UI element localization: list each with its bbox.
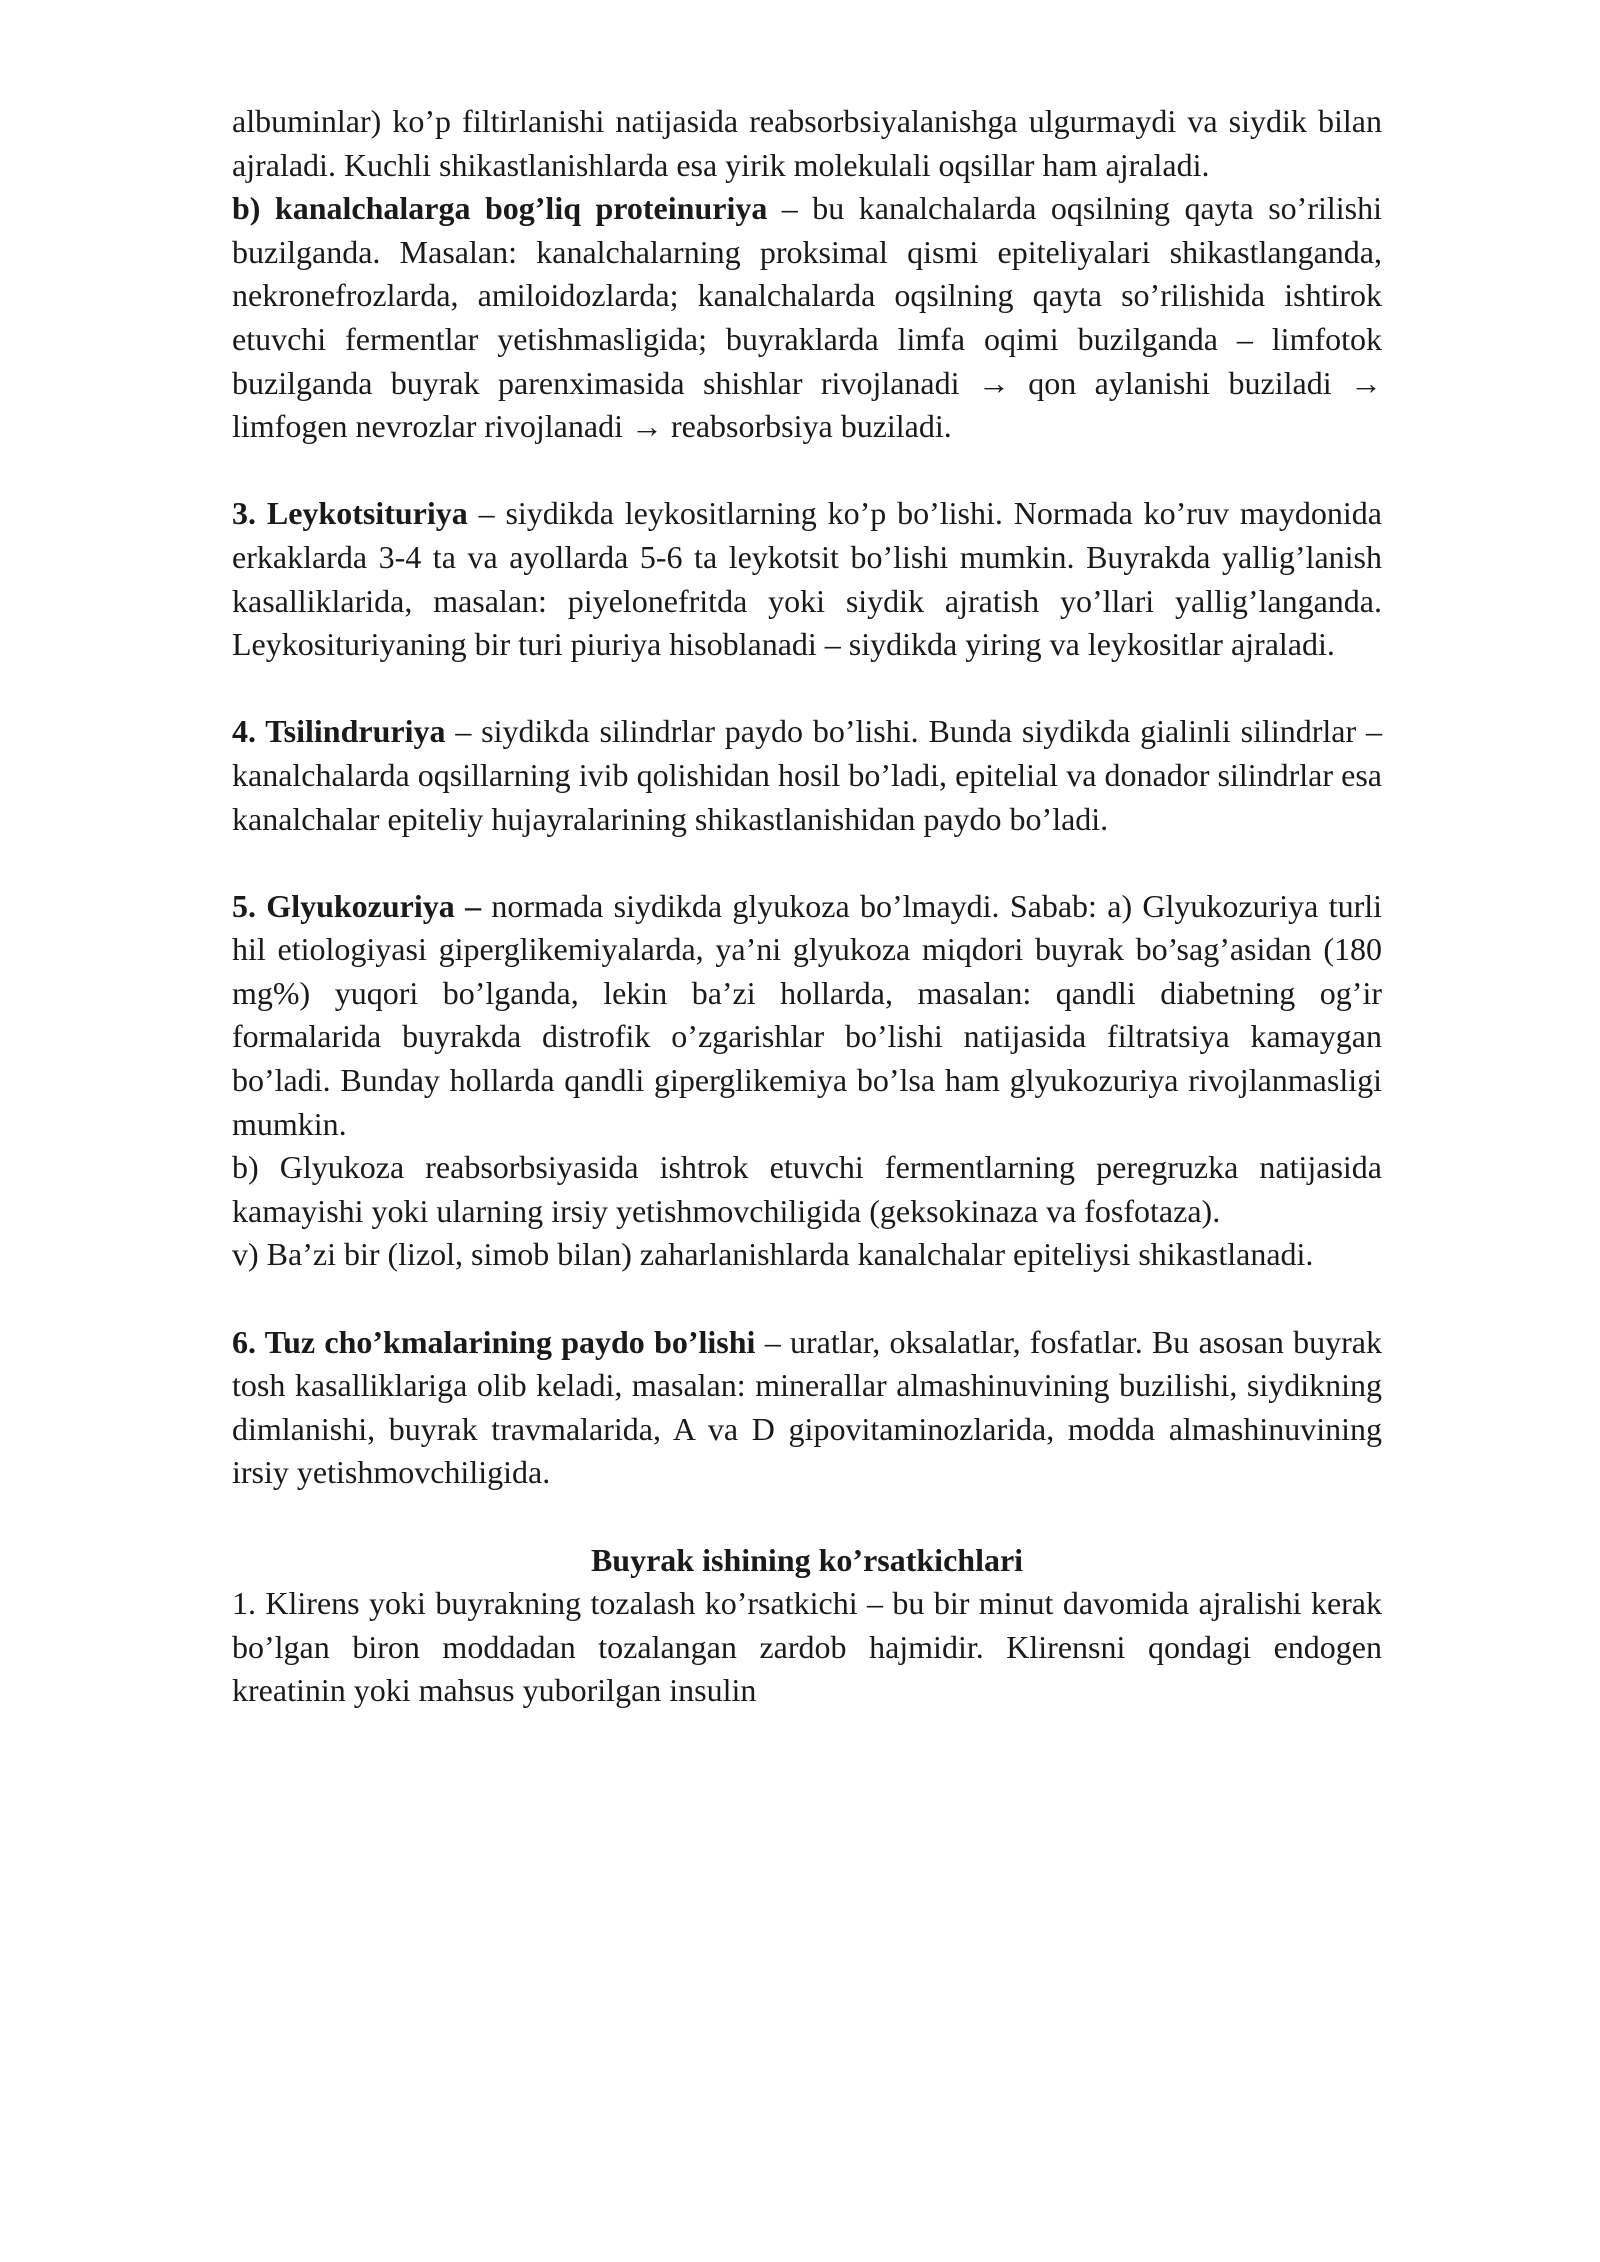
paragraph-glyukozuriya-v bbox=[232, 1233, 1382, 1277]
section-heading: Buyrak ishining ko’rsatkichlari bbox=[590, 1541, 1024, 1578]
paragraph-albuminlar bbox=[232, 100, 1382, 187]
paragraph-tsilindruriya bbox=[232, 710, 1382, 841]
paragraph-text: – bu kanalchalarda oqsilning qayta so’rilishi buzilganda. Masalan: kanalchalarning proksimal qismi epiteliyalari shikastlanganda, nekronefrozlarda, amiloidozlarda; kanalchalarda oqsilning qayta so’rilishida ishtirok etuvchi fermentlar yetishmasligida; buyraklarda limfa oqimi buzilganda – limfotok buzilganda buyrak parenximasida shishlar rivojlanadi → qon aylanishi buziladi → limfogen nevrozlar rivojlanadi → reabsorbsiya buziladi. bbox=[232, 190, 1382, 445]
paragraph-tuz-chokmalari bbox=[232, 1321, 1382, 1495]
paragraph-text: – siydikda leykositlarning ko’p bo’lishi. Normada ko’ruv maydonida erkaklarda 3-4 ta va ayollarda 5-6 ta leykotsit bo’lishi mumkin. Buyrakda yallig’lanish kasalliklarida, masalan: piyelonefritda yoki siydik ajratish yo’llari yallig’langanda. Leykosituriyaning bir turi piuriya hisoblanadi – siydikda yiring va leykositlar ajraladi. bbox=[232, 495, 1383, 663]
paragraph-leykotsituriya bbox=[232, 492, 1382, 666]
paragraph-klirens bbox=[232, 1582, 1382, 1713]
paragraph-text: – siydikda silindrlar paydo bo’lishi. Bunda siydikda gialinli silindrlar – kanalchalarda oqsillarning ivib qolishidan hosil bo’ladi, epitelial va donador silindrlar esa kanalchalar epiteliy hujayralarining shikastlanishidan paydo bo’ladi. bbox=[232, 713, 1383, 837]
paragraph-text: – uratlar, oksalatlar, fosfatlar. Bu asosan buyrak tosh kasalliklariga olib keladi, masalan: minerallar almashinuvining buzilishi, siydikning dimlanishi, buyrak travmalarida, A va D gipovitaminozlarida, modda almashinuvining irsiy yetishmovchiligida. bbox=[232, 1323, 1383, 1491]
term-tuz-chokmalari: 6. Tuz cho’kmalarining paydo bo’lishi bbox=[232, 1323, 756, 1360]
term-glyukozuriya: 5. Glyukozuriya – bbox=[232, 887, 482, 924]
paragraph-glyukozuriya bbox=[232, 885, 1382, 1147]
term-leykotsituriya: 3. Leykotsituriya bbox=[232, 495, 468, 532]
paragraph-text: v) Ba’zi bir (lizol, simob bilan) zaharlanishlarda kanalchalar epiteliysi shikastlanadi. bbox=[232, 1236, 1314, 1273]
paragraph-kanalchalarga-proteinuriya bbox=[232, 187, 1382, 449]
paragraph-text: albuminlar) ko’p filtirlanishi natijasida reabsorbsiyalanishga ulgurmaydi va siydik bilan ajraladi. Kuchli shikastlanishlarda esa yirik molekulali oqsillar ham ajraladi. bbox=[232, 103, 1382, 183]
document-page bbox=[232, 100, 1382, 1713]
paragraph-text: b) Glyukoza reabsorbsiyasida ishtrok etuvchi fermentlarning peregruzka natijasida kamayishi yoki ularning irsiy yetishmovchiligida (geksokinaza va fosfotaza). bbox=[232, 1149, 1382, 1229]
paragraph-text: normada siydikda glyukoza bo’lmaydi. Sabab: a) Glyukozuriya turli hil etiologiyasi giperglikemiyalarda, ya’ni glyukoza miqdori buyrak bo’sag’asidan (180 mg%) yuqori bo’lganda, lekin ba’zi hollarda, masalan: qandli diabetning og’ir formalarida buyrakda distrofik o’zgarishlar bo’lishi natijasida filtratsiya kamaygan bo’ladi. Bunday hollarda qandli giperglikemiya bo’lsa ham glyukozuriya rivojlanmasligi mumkin. bbox=[232, 887, 1383, 1142]
paragraph-text: 1. Klirens yoki buyrakning tozalash ko’rsatkichi – bu bir minut davomida ajralishi kerak bo’lgan biron moddadan tozalangan zardob hajmidir. Klirensni qondagi endogen kreatinin yoki mahsus yuborilgan insulin bbox=[232, 1585, 1382, 1709]
term-kanalchalarga-proteinuriya: b) kanalchalarga bog’liq proteinuriya bbox=[232, 190, 768, 227]
paragraph-glyukozuriya-b bbox=[232, 1146, 1382, 1233]
term-tsilindruriya: 4. Tsilindruriya bbox=[232, 713, 446, 750]
